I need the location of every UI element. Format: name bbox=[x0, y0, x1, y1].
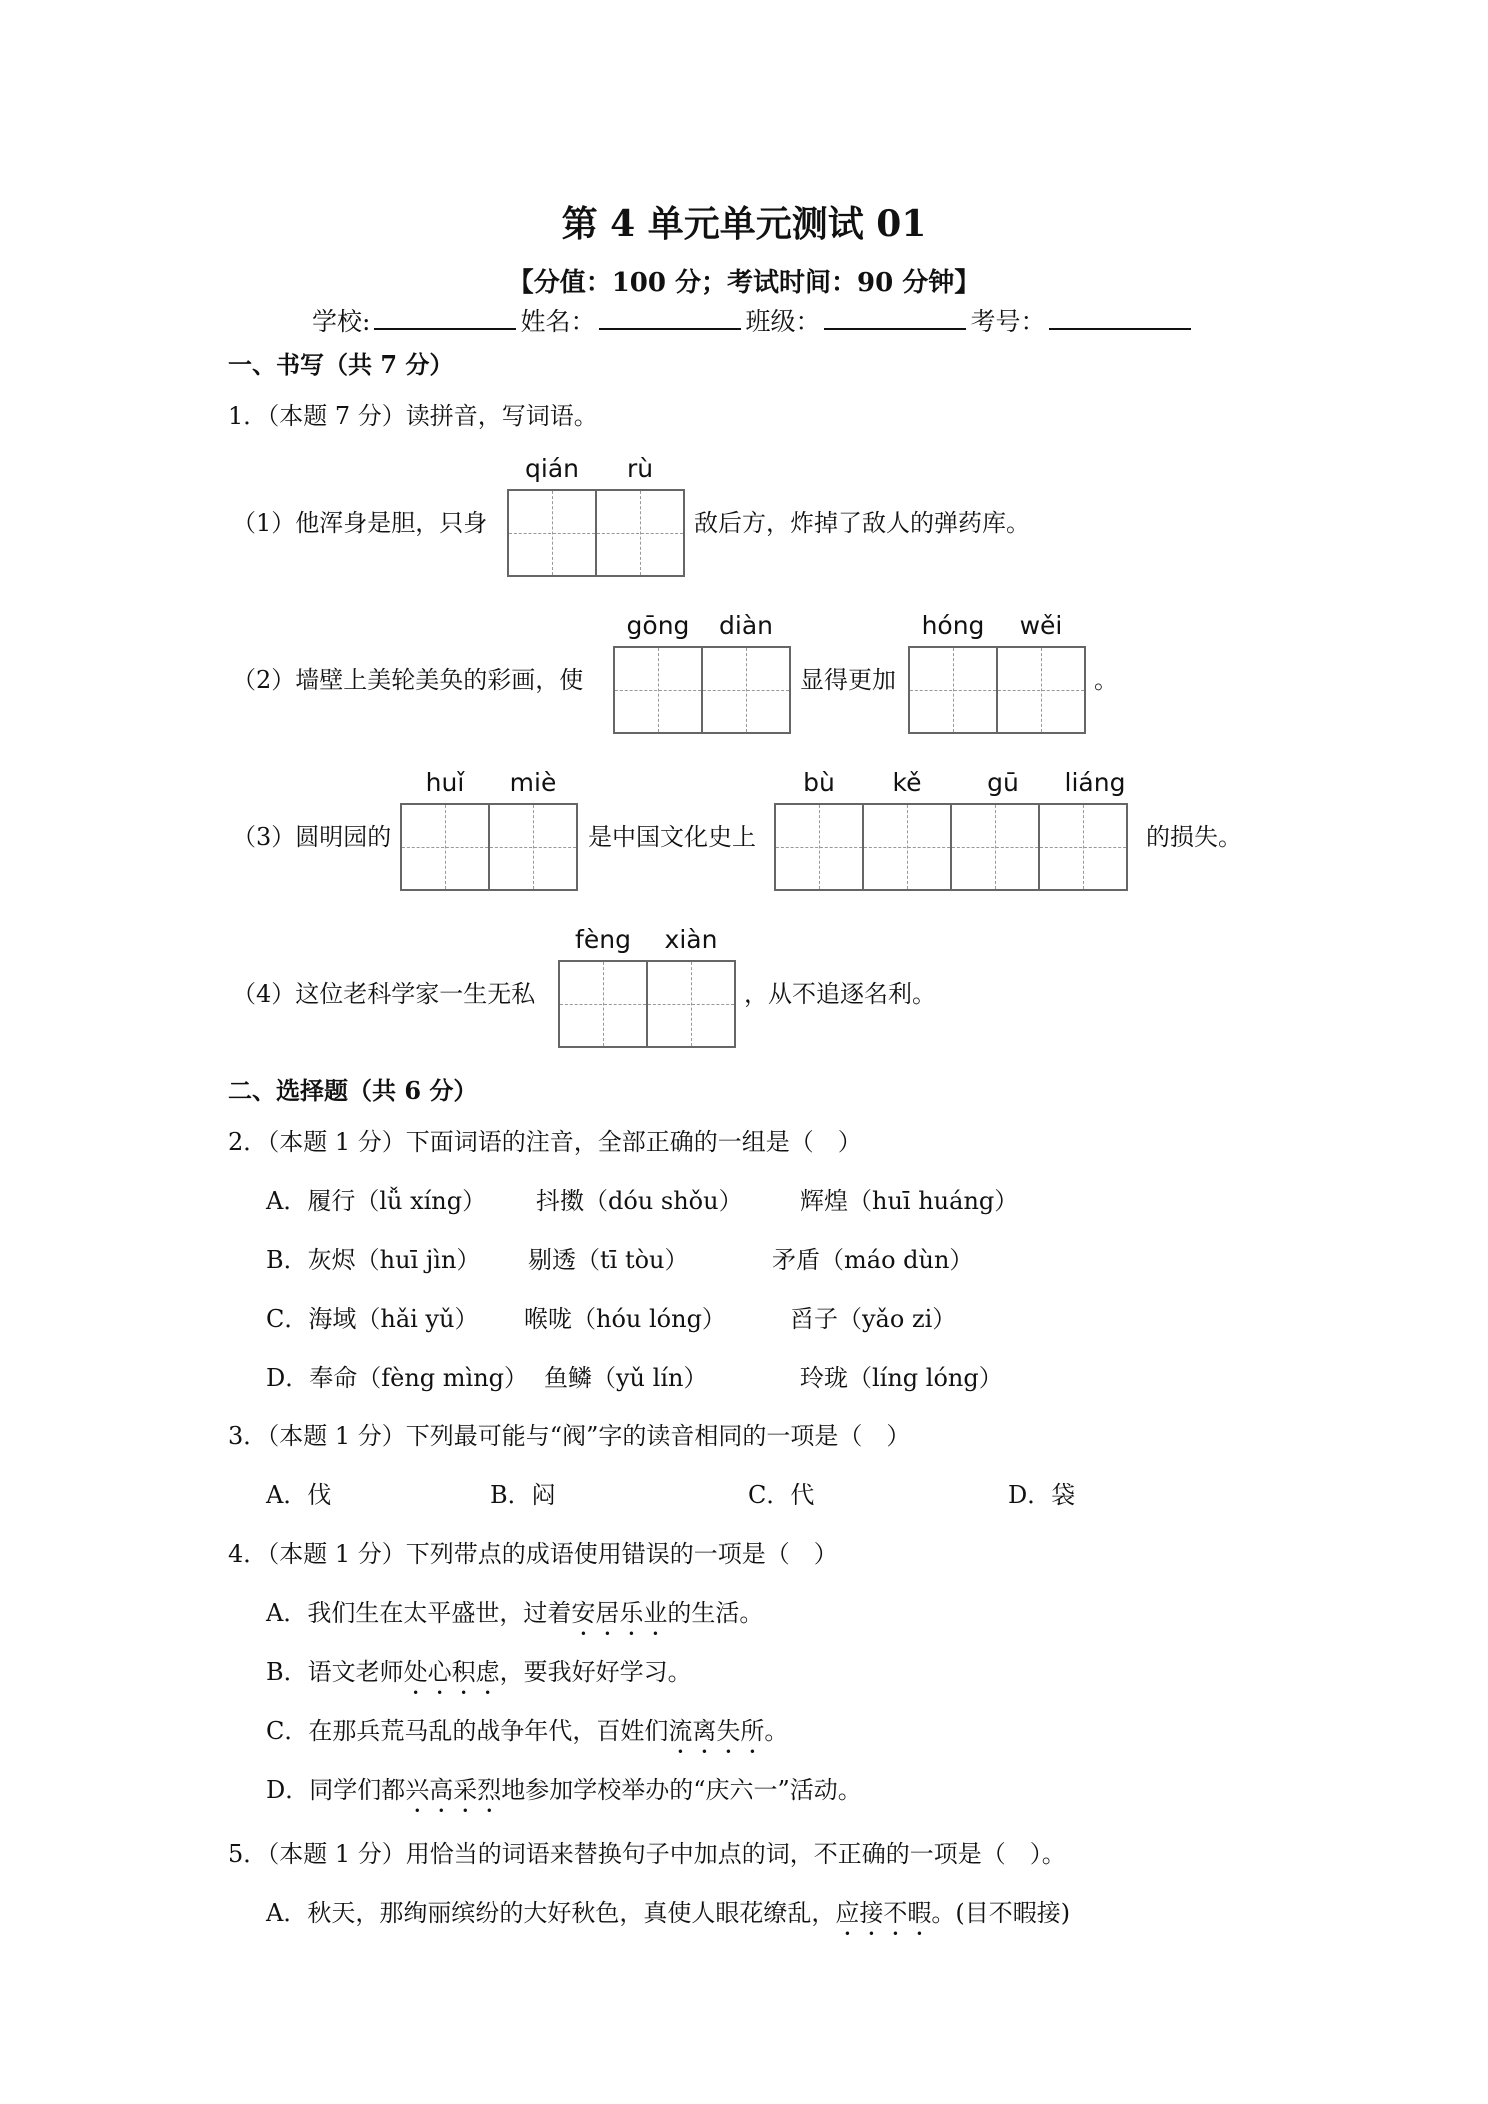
item-2-text-post: 。 bbox=[1094, 666, 1118, 694]
grid-cell[interactable] bbox=[701, 646, 791, 734]
grid-cell[interactable] bbox=[996, 646, 1086, 734]
exam-info: 【分值：100 分；考试时间：90 分钟】 bbox=[507, 268, 981, 298]
grid-cell[interactable] bbox=[595, 489, 685, 577]
option[interactable]: C．海域（hǎi yǔ） bbox=[266, 1305, 479, 1333]
school-field[interactable] bbox=[374, 304, 516, 330]
student-info-line bbox=[312, 302, 1195, 338]
option: 舀子（yǎo zi） bbox=[790, 1305, 957, 1333]
pinyin: kě bbox=[892, 768, 922, 797]
option[interactable]: B．闷 bbox=[490, 1481, 556, 1509]
grid-cell[interactable] bbox=[1038, 803, 1128, 891]
item-4-text-post: ，从不追逐名利。 bbox=[744, 980, 936, 1008]
item-1-text-post: 敌后方，炸掉了敌人的弹药库。 bbox=[694, 509, 1030, 537]
grid-cell[interactable] bbox=[862, 803, 952, 891]
question-3-stem: 3．（本题 1 分）下列最可能与“阀”字的读音相同的一项是（ ） bbox=[228, 1422, 911, 1450]
question-4-stem: 4．（本题 1 分）下列带点的成语使用错误的一项是（ ） bbox=[228, 1540, 838, 1568]
pinyin: liáng bbox=[1064, 768, 1126, 797]
option[interactable]: D．奉命（fèng mìng） bbox=[266, 1364, 529, 1392]
option-text: 。 bbox=[764, 1717, 789, 1745]
option[interactable]: B．灰烬（huī jìn） bbox=[266, 1246, 481, 1274]
pinyin: miè bbox=[509, 768, 557, 797]
option-text: 。(目不暇接) bbox=[931, 1899, 1071, 1927]
question-1-stem: 1．（本题 7 分）读拼音，写词语。 bbox=[228, 402, 598, 430]
pinyin: bù bbox=[803, 768, 835, 797]
dotted-idiom: 处心积虑 bbox=[403, 1658, 500, 1686]
writing-grid[interactable] bbox=[400, 803, 578, 891]
item-4-text-pre: （4）这位老科学家一生无私 bbox=[232, 980, 536, 1008]
pinyin: xiàn bbox=[664, 925, 718, 954]
name-label: 姓名： bbox=[520, 307, 596, 336]
item-2-text-pre: （2）墙壁上美轮美奂的彩画，使 bbox=[232, 666, 584, 694]
exam-no-label: 考号： bbox=[970, 307, 1046, 336]
option: 玲珑（líng lóng） bbox=[800, 1364, 1003, 1392]
writing-grid[interactable] bbox=[558, 960, 736, 1048]
writing-grid[interactable] bbox=[613, 646, 791, 734]
pinyin: qián bbox=[525, 454, 579, 483]
exam-no-field[interactable] bbox=[1049, 304, 1191, 330]
dotted-idiom: 兴高采烈 bbox=[405, 1776, 502, 1804]
page-title: 第 4 单元单元测试 01 bbox=[561, 203, 927, 245]
option: 辉煌（huī huáng） bbox=[800, 1187, 1019, 1215]
option-text: 地参加学校举办的“庆六一”活动。 bbox=[501, 1776, 862, 1804]
option[interactable]: A．伐 bbox=[266, 1481, 332, 1509]
option[interactable] bbox=[266, 1893, 1070, 1941]
grid-cell[interactable] bbox=[488, 803, 578, 891]
name-field[interactable] bbox=[599, 304, 741, 330]
pinyin: diàn bbox=[719, 611, 773, 640]
pinyin: fèng bbox=[575, 925, 631, 954]
option[interactable] bbox=[266, 1770, 862, 1818]
option[interactable] bbox=[266, 1711, 788, 1759]
item-1-text-pre: （1）他浑身是胆，只身 bbox=[232, 509, 488, 537]
option-text: D．同学们都 bbox=[266, 1776, 406, 1804]
item-3-text-pre: （3）圆明园的 bbox=[232, 823, 392, 851]
grid-cell[interactable] bbox=[507, 489, 597, 577]
grid-cell[interactable] bbox=[613, 646, 703, 734]
pinyin: gōng bbox=[626, 611, 690, 640]
grid-cell[interactable] bbox=[908, 646, 998, 734]
option: 鱼鳞（yǔ lín） bbox=[544, 1364, 708, 1392]
option-text: 的生活。 bbox=[667, 1599, 764, 1627]
option-text: A．我们生在太平盛世，过着 bbox=[266, 1599, 572, 1627]
dotted-word: 应接不暇 bbox=[835, 1899, 932, 1927]
dotted-idiom: 安居乐业 bbox=[571, 1599, 668, 1627]
option[interactable]: D．袋 bbox=[1008, 1481, 1076, 1509]
question-5-stem: 5．（本题 1 分）用恰当的词语来替换句子中加点的词，不正确的一项是（ ）。 bbox=[228, 1840, 1066, 1868]
class-field[interactable] bbox=[824, 304, 966, 330]
option[interactable] bbox=[266, 1652, 692, 1700]
item-2-text-mid: 显得更加 bbox=[800, 666, 896, 694]
option[interactable]: A．履行（lǚ xíng） bbox=[266, 1187, 487, 1215]
option[interactable] bbox=[266, 1593, 763, 1641]
grid-cell[interactable] bbox=[558, 960, 648, 1048]
option-text: B．语文老师 bbox=[266, 1658, 404, 1686]
option-text: C．在那兵荒马乱的战争年代，百姓们 bbox=[266, 1717, 669, 1745]
item-3-text-post: 的损失。 bbox=[1146, 823, 1242, 851]
option: 喉咙（hóu lóng） bbox=[524, 1305, 726, 1333]
question-2-stem: 2．（本题 1 分）下面词语的注音，全部正确的一组是（ ） bbox=[228, 1128, 862, 1156]
pinyin: hóng bbox=[921, 611, 985, 640]
school-label: 学校: bbox=[312, 307, 371, 336]
option-text: A．秋天，那绚丽缤纷的大好秋色，真使人眼花缭乱， bbox=[266, 1899, 836, 1927]
pinyin: rù bbox=[626, 454, 654, 483]
grid-cell[interactable] bbox=[646, 960, 736, 1048]
option: 矛盾（máo dùn） bbox=[772, 1246, 974, 1274]
grid-cell[interactable] bbox=[950, 803, 1040, 891]
option: 抖擞（dóu shǒu） bbox=[536, 1187, 743, 1215]
grid-cell[interactable] bbox=[774, 803, 864, 891]
writing-grid[interactable] bbox=[774, 803, 1128, 891]
item-3-text-mid: 是中国文化史上 bbox=[588, 823, 756, 851]
grid-cell[interactable] bbox=[400, 803, 490, 891]
section-heading-choice: 二、选择题（共 6 分） bbox=[228, 1076, 478, 1105]
pinyin: gū bbox=[987, 768, 1019, 797]
option-text: ，要我好好学习。 bbox=[499, 1658, 692, 1686]
option: 剔透（tī tòu） bbox=[528, 1246, 689, 1274]
option[interactable]: C．代 bbox=[748, 1481, 815, 1509]
writing-grid[interactable] bbox=[908, 646, 1086, 734]
section-heading-writing: 一、书写（共 7 分） bbox=[228, 350, 454, 379]
class-label: 班级： bbox=[745, 307, 821, 336]
dotted-idiom: 流离失所 bbox=[668, 1717, 765, 1745]
pinyin: wěi bbox=[1019, 611, 1063, 640]
writing-grid[interactable] bbox=[507, 489, 685, 577]
pinyin: huǐ bbox=[425, 768, 465, 797]
